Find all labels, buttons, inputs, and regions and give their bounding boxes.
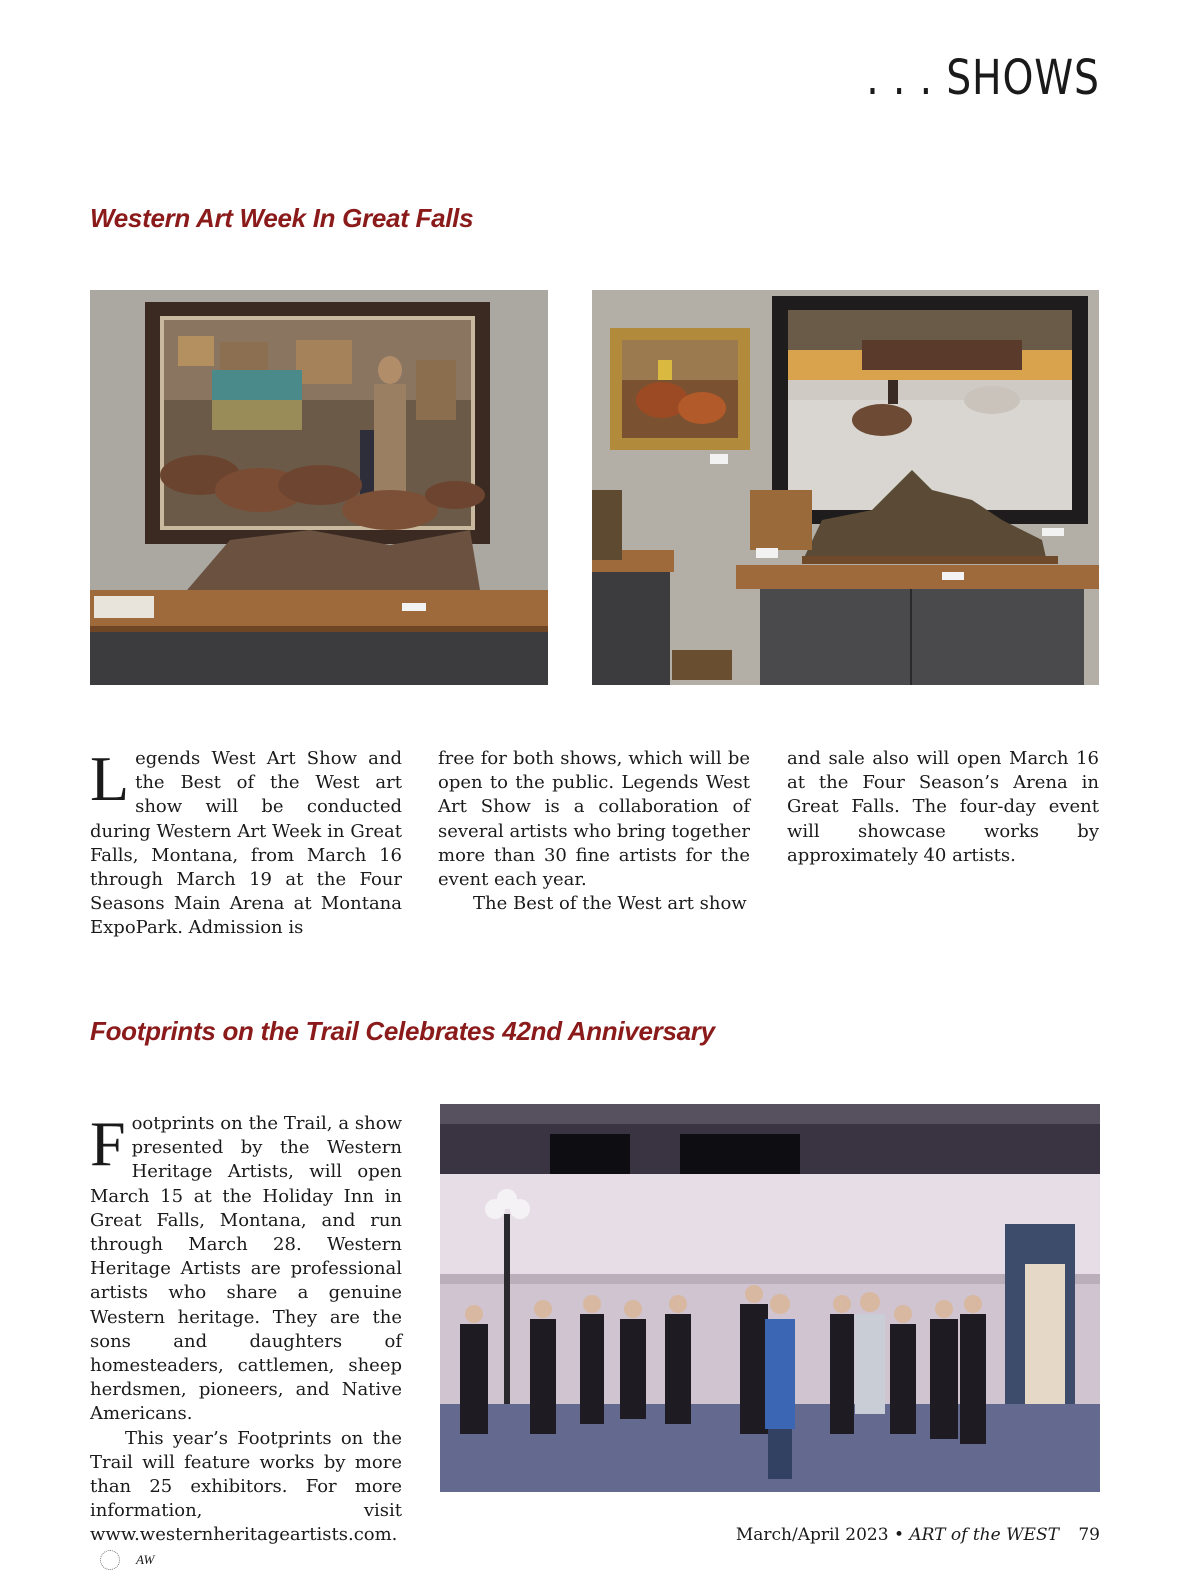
article1-col2-paragraph-1: free for both shows, which will be open to the public. Legends West Art Show is a collaboration of several artists who bring together more than 30 fine artists for the event each year.: [438, 748, 750, 891]
photo-gallery-booth-paintings: [592, 290, 1099, 685]
article2-column: [90, 1108, 402, 1572]
article1-col3-text: and sale also will open March 16 at the Four Season’s Arena in Great Falls. The four-day event will showcase works by approximately 40 artists.: [787, 748, 1099, 866]
photo-gallery-reception: [440, 1104, 1100, 1492]
photo-bronze-horses-sculpture: [90, 290, 548, 685]
footer-issue: March/April 2023 •: [735, 1525, 904, 1545]
article1-col1-text: egends West Art Show and the Best of the West art show will be conducted during Western Art Week in Great Falls, Montana, from March 16 through March 19 at the Four Seasons Main Arena at Montana ExpoPark. Admission is: [90, 748, 402, 939]
article1-column-2: [438, 747, 750, 916]
article1-dropcap: L: [90, 743, 130, 814]
footer-magazine-name: ART of the WEST: [909, 1525, 1059, 1545]
article2-paragraph-2: This year’s Footprints on the Trail will feature works by more than 25 exhibitors. For more information, visit www.westernheritageartists.com.: [90, 1427, 402, 1546]
page-footer: [736, 1525, 1100, 1545]
article2-paragraph-1: ootprints on the Trail, a show presented by the Western Heritage Artists, will open March 15 at the Holiday Inn in Great Falls, Montana, and run through March 28. Western Heritage Artists are professional artists who share a genuine Western heritage. They are the sons and daughters of homesteaders, cattlemen, sheep herdsmen, pioneers, and Native Americans.: [90, 1113, 402, 1425]
article1-column-1: [90, 743, 402, 941]
article2-headline: Footprints on the Trail Celebrates 42nd Anniversary: [90, 1016, 715, 1046]
article2-dropcap: F: [90, 1108, 126, 1179]
article1-headline: Western Art Week In Great Falls: [90, 203, 474, 233]
article1-col2-paragraph-2: The Best of the West art show: [473, 893, 747, 915]
section-label: . . . SHOWS: [866, 50, 1100, 106]
end-mark-logo: AW: [100, 1550, 120, 1570]
article1-column-3: [787, 747, 1099, 868]
footer-page-number: 79: [1078, 1525, 1100, 1545]
